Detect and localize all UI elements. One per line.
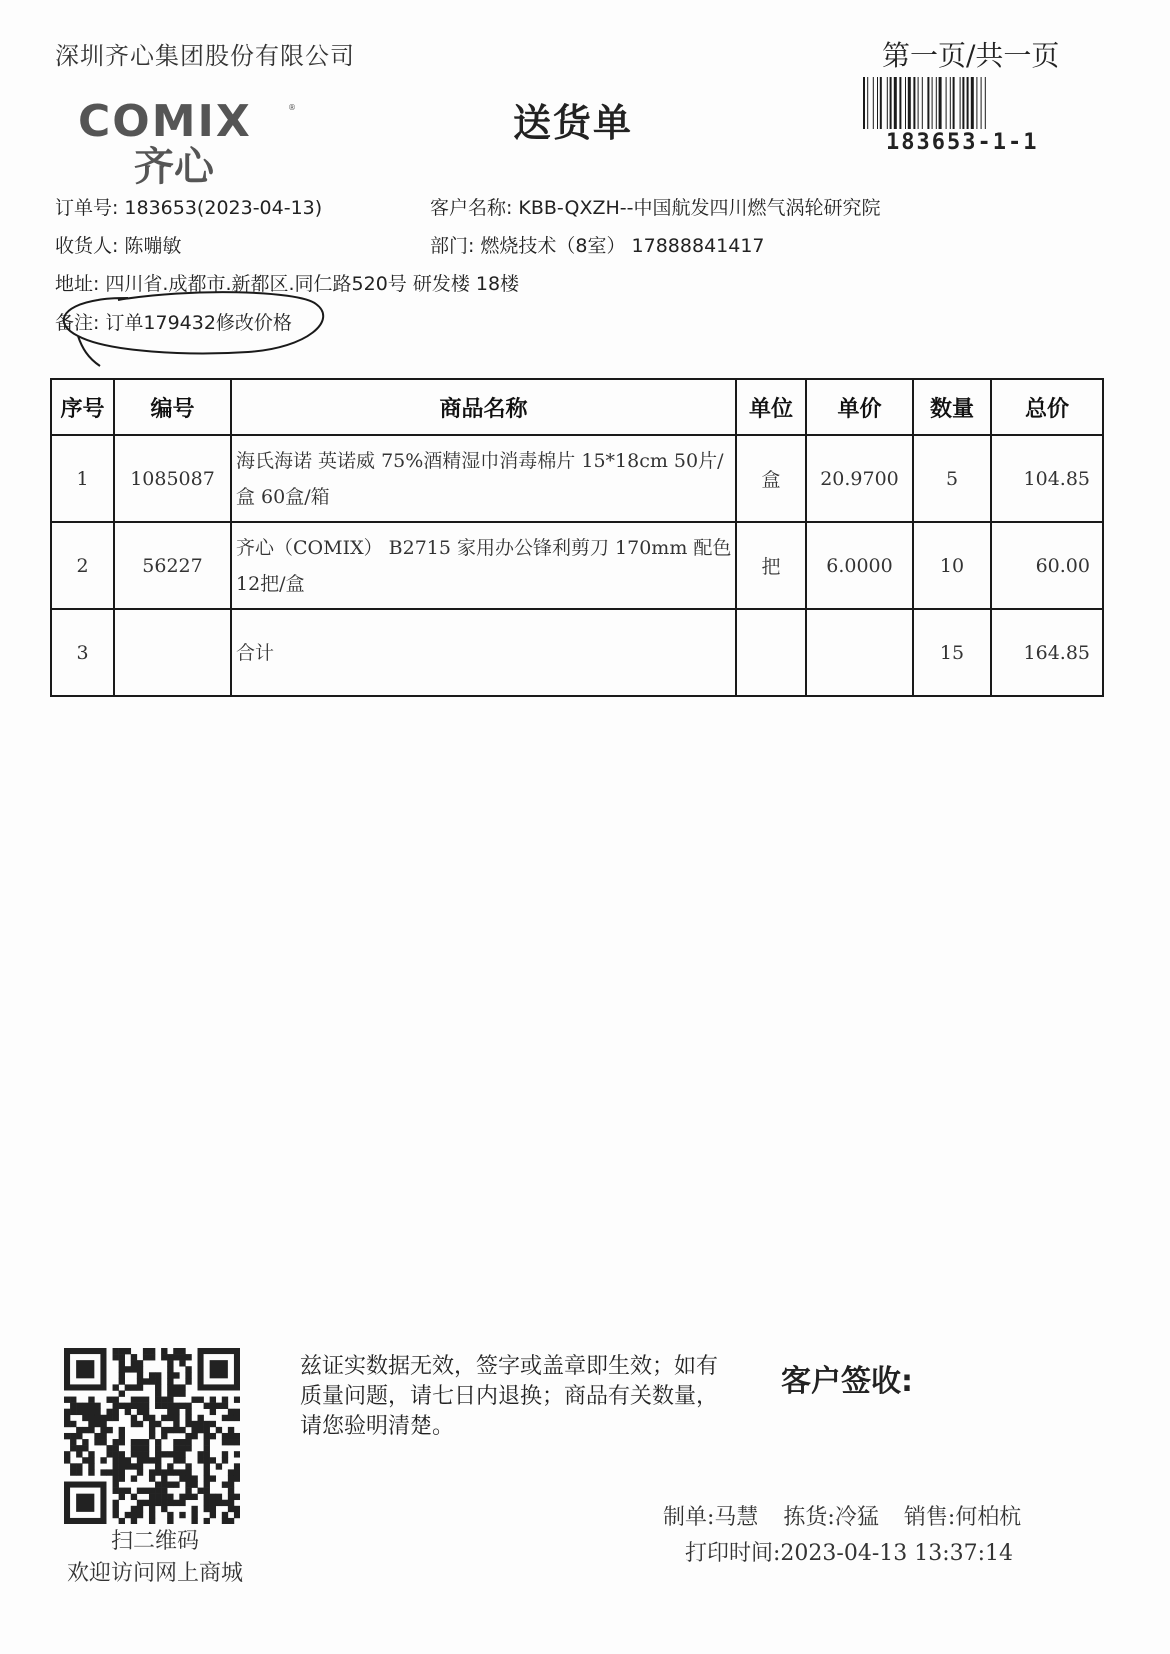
cell-unit-price bbox=[806, 609, 913, 696]
cell-code: 56227 bbox=[114, 522, 231, 609]
handwritten-circle-mark bbox=[48, 286, 338, 376]
header-unit: 单位 bbox=[736, 379, 806, 435]
cell-seq: 3 bbox=[51, 609, 114, 696]
cell-quantity: 10 bbox=[913, 522, 991, 609]
print-time: 打印时间:2023-04-13 13:37:14 bbox=[685, 1541, 1014, 1566]
document-title: 送货单 bbox=[513, 101, 634, 145]
header-quantity: 数量 bbox=[913, 379, 991, 435]
receiver bbox=[55, 231, 181, 258]
cell-seq: 1 bbox=[51, 435, 114, 522]
svg-text:®: ® bbox=[288, 103, 296, 112]
header-unit-price: 单价 bbox=[806, 379, 913, 435]
page-indicator: 第一页/共一页 bbox=[882, 39, 1060, 72]
cell-product-name: 海氏海诺 英诺威 75%酒精湿巾消毒棉片 15*18cm 50片/盒 60盒/箱 bbox=[231, 435, 736, 522]
qr-caption-line-2: 欢迎访问网上商城 bbox=[66, 1561, 243, 1586]
customer-name-value: KBB-QXZH--中国航发四川燃气涡轮研究院 bbox=[518, 197, 881, 219]
svg-text:COMIX: COMIX bbox=[78, 96, 252, 147]
cell-seq: 2 bbox=[51, 522, 114, 609]
company-name: 深圳齐心集团股份有限公司 bbox=[55, 42, 355, 70]
barcode bbox=[863, 77, 1055, 129]
customer-name bbox=[430, 193, 880, 220]
cell-code bbox=[114, 609, 231, 696]
customer-name-label: 客户名称: bbox=[430, 197, 513, 219]
table-row-total bbox=[51, 609, 1103, 696]
note-label: 备注: bbox=[55, 312, 100, 334]
cell-unit: 盒 bbox=[736, 435, 806, 522]
header-total: 总价 bbox=[991, 379, 1103, 435]
cell-unit bbox=[736, 609, 806, 696]
address-value: 四川省.成都市.新都区.同仁路520号 研发楼 18楼 bbox=[105, 273, 520, 295]
qr-caption-line-1: 扫二维码 bbox=[110, 1529, 199, 1554]
cell-quantity: 15 bbox=[913, 609, 991, 696]
terms-text: 兹证实数据无效，签字或盖章即生效；如有质量问题，请七日内退换；商品有关数量，请您验明清楚。 bbox=[300, 1354, 719, 1439]
order-number-value: 183653(2023-04-13) bbox=[124, 197, 323, 219]
cell-total: 104.85 bbox=[991, 435, 1103, 522]
items-table bbox=[50, 378, 1104, 697]
cell-total: 60.00 bbox=[991, 522, 1103, 609]
header-product-name: 商品名称 bbox=[231, 379, 736, 435]
cell-product-name: 合计 bbox=[231, 609, 736, 696]
table-row bbox=[51, 522, 1103, 609]
cell-unit-price: 6.0000 bbox=[806, 522, 913, 609]
cell-total: 164.85 bbox=[991, 609, 1103, 696]
qr-code[interactable] bbox=[64, 1348, 240, 1524]
order-number-label: 订单号: bbox=[55, 197, 119, 219]
note-value: 订单179432修改价格 bbox=[105, 312, 292, 334]
receiver-value: 陈嘣敏 bbox=[124, 235, 182, 257]
header-seq: 序号 bbox=[51, 379, 114, 435]
cell-quantity: 5 bbox=[913, 435, 991, 522]
table-row bbox=[51, 435, 1103, 522]
address-label: 地址: bbox=[55, 273, 100, 295]
staff-line bbox=[663, 1500, 1039, 1531]
order-number bbox=[55, 193, 322, 220]
picker: 拣货:冷猛 bbox=[783, 1505, 879, 1530]
barcode-number: 183653-1-1 bbox=[886, 130, 1039, 155]
maker: 制单:马慧 bbox=[663, 1505, 759, 1530]
table-header-row bbox=[51, 379, 1103, 435]
cell-product-name: 齐心（COMIX） B2715 家用办公锋利剪刀 170mm 配色 12把/盒 bbox=[231, 522, 736, 609]
cell-unit-price: 20.9700 bbox=[806, 435, 913, 522]
sales: 销售:何柏杭 bbox=[903, 1505, 1022, 1530]
cell-unit: 把 bbox=[736, 522, 806, 609]
department bbox=[430, 231, 765, 258]
svg-text:齐心: 齐心 bbox=[134, 144, 214, 186]
comix-logo bbox=[76, 96, 306, 186]
cell-code: 1085087 bbox=[114, 435, 231, 522]
department-label: 部门: bbox=[430, 235, 475, 257]
department-value: 燃烧技术（8室） 17888841417 bbox=[480, 235, 765, 257]
receiver-label: 收货人: bbox=[55, 235, 119, 257]
header-code: 编号 bbox=[114, 379, 231, 435]
qr-caption bbox=[40, 1526, 270, 1590]
customer-signature-label: 客户签收: bbox=[781, 1364, 913, 1399]
